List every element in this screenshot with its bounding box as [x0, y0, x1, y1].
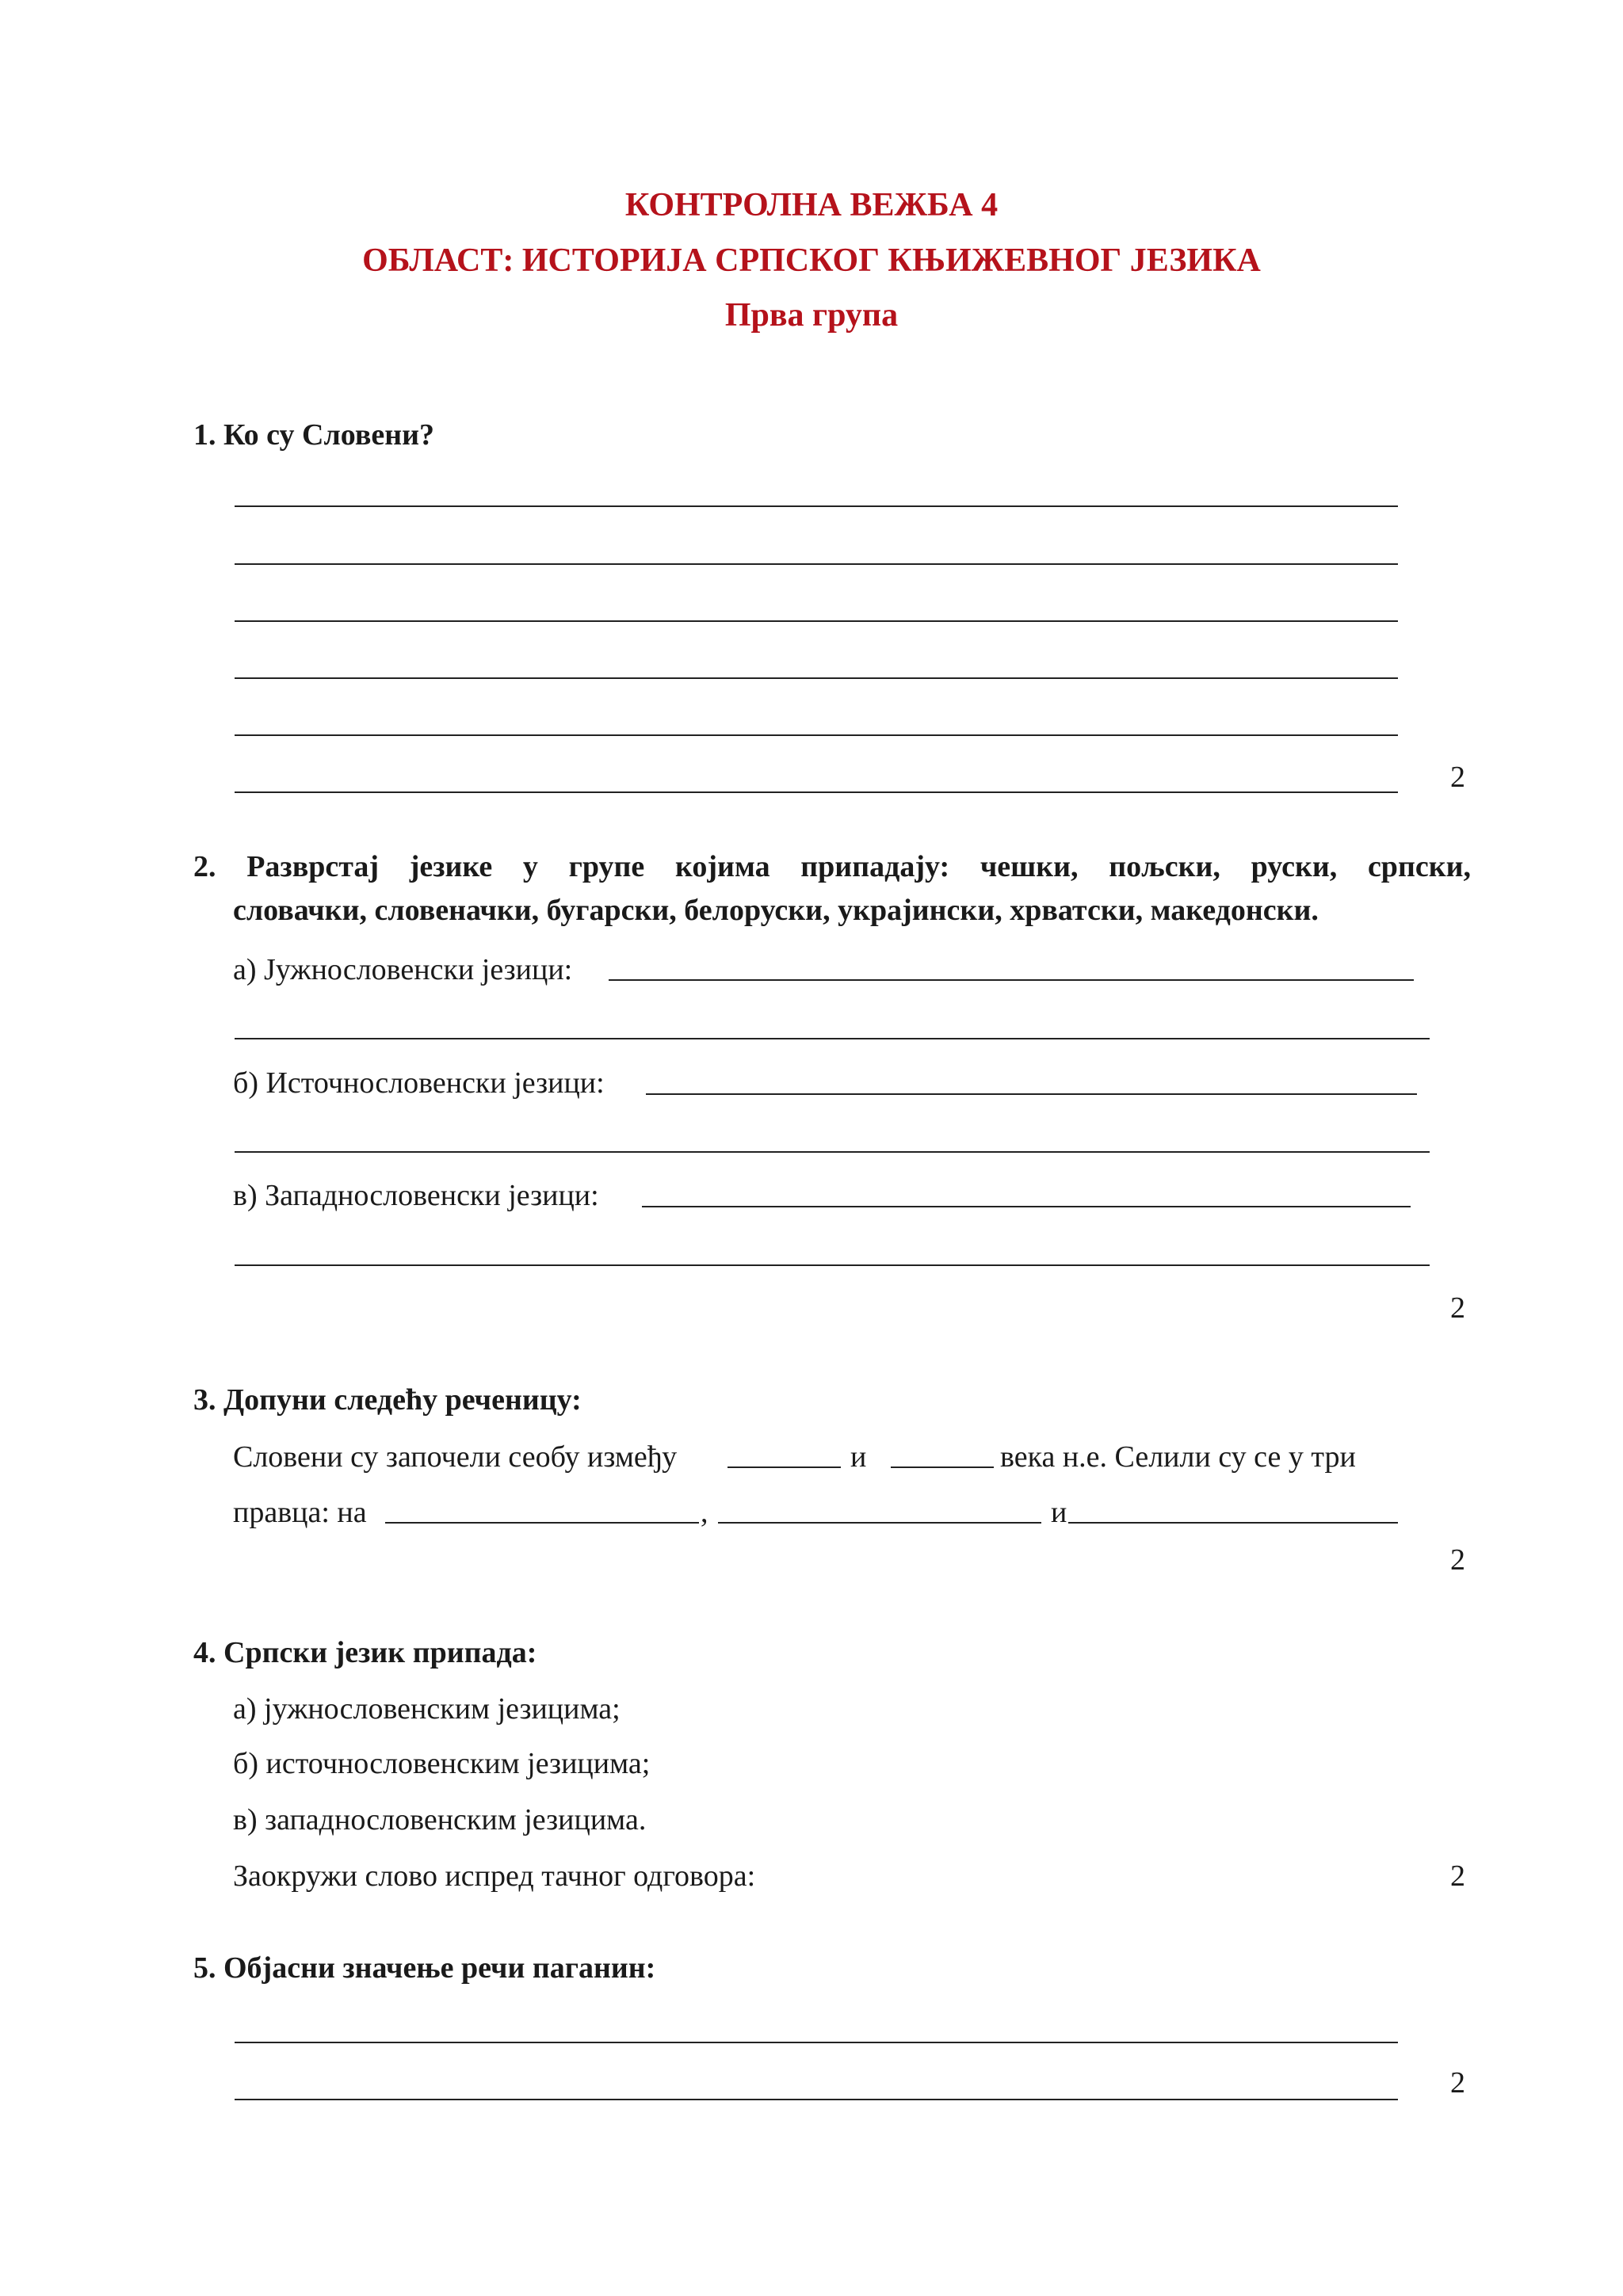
- answer-line[interactable]: [235, 505, 1398, 507]
- question-5-points: 2: [1450, 2066, 1465, 2100]
- answer-line[interactable]: [235, 791, 1398, 793]
- question-3-title: 3. Допуни следећу реченицу:: [193, 1383, 582, 1417]
- answer-line[interactable]: [235, 2099, 1398, 2100]
- q4-instruction: Заокружи слово испред тачног одговора:: [233, 1859, 756, 1893]
- direction-2-blank[interactable]: [718, 1522, 1041, 1524]
- east-slavic-answer-line-2[interactable]: [235, 1151, 1430, 1153]
- east-slavic-label: б) Источнословенски језици:: [233, 1066, 605, 1100]
- question-2-title-line-1: 2. Разврстај језике у групе којима припадају: чешки, пољски, руски, српски,: [193, 850, 1471, 883]
- q3-text-segment: и: [850, 1440, 867, 1474]
- option-c[interactable]: в) западнословенским језицима.: [233, 1803, 647, 1836]
- west-slavic-answer-line[interactable]: [642, 1206, 1411, 1207]
- west-slavic-label: в) Западнословенски језици:: [233, 1179, 599, 1212]
- q3-text-segment: века н.е. Селили су се у три: [1000, 1440, 1356, 1474]
- answer-line[interactable]: [235, 2042, 1398, 2043]
- question-1-title: 1. Ко су Словени?: [193, 418, 435, 452]
- question-3-points: 2: [1450, 1543, 1465, 1577]
- question-4-title: 4. Српски језик припада:: [193, 1636, 537, 1669]
- south-slavic-label: а) Јужнословенски језици:: [233, 953, 573, 986]
- q3-text-segment: Словени су започели сеобу између: [233, 1440, 678, 1474]
- q3-text-segment: ,: [701, 1496, 708, 1529]
- century-end-blank[interactable]: [891, 1466, 994, 1468]
- answer-line[interactable]: [235, 620, 1398, 622]
- south-slavic-answer-line[interactable]: [609, 979, 1414, 981]
- option-a[interactable]: а) јужнословенским језицима;: [233, 1692, 621, 1726]
- worksheet-group: Прва група: [724, 297, 899, 334]
- west-slavic-answer-line-2[interactable]: [235, 1264, 1430, 1266]
- south-slavic-answer-line-2[interactable]: [235, 1038, 1430, 1039]
- direction-1-blank[interactable]: [385, 1522, 699, 1524]
- question-5-title: 5. Објасни значење речи паганин:: [193, 1951, 656, 1985]
- question-2-title-line-2: словачки, словеначки, бугарски, белоруски, украјински, хрватски, македонски.: [233, 894, 1319, 927]
- q3-text-segment: правца: на: [233, 1496, 367, 1529]
- option-b[interactable]: б) источнословенским језицима;: [233, 1747, 651, 1780]
- century-start-blank[interactable]: [727, 1466, 841, 1468]
- question-2-points: 2: [1450, 1291, 1465, 1325]
- q3-text-segment: и: [1051, 1496, 1067, 1529]
- worksheet-subject: ОБЛАСТ: ИСТОРИЈА СРПСКОГ КЊИЖЕВНОГ ЈЕЗИКА: [362, 242, 1261, 279]
- east-slavic-answer-line[interactable]: [646, 1093, 1417, 1095]
- question-2-title-cont: [233, 895, 1422, 925]
- question-1-points: 2: [1450, 761, 1465, 794]
- question-4-points: 2: [1450, 1859, 1465, 1893]
- direction-3-blank[interactable]: [1068, 1522, 1398, 1524]
- answer-line[interactable]: [235, 734, 1398, 736]
- worksheet-title: КОНТРОЛНА ВЕЖБА 4: [624, 187, 999, 223]
- answer-line[interactable]: [235, 677, 1398, 679]
- answer-line[interactable]: [235, 563, 1398, 565]
- question-2-title: [193, 852, 1471, 882]
